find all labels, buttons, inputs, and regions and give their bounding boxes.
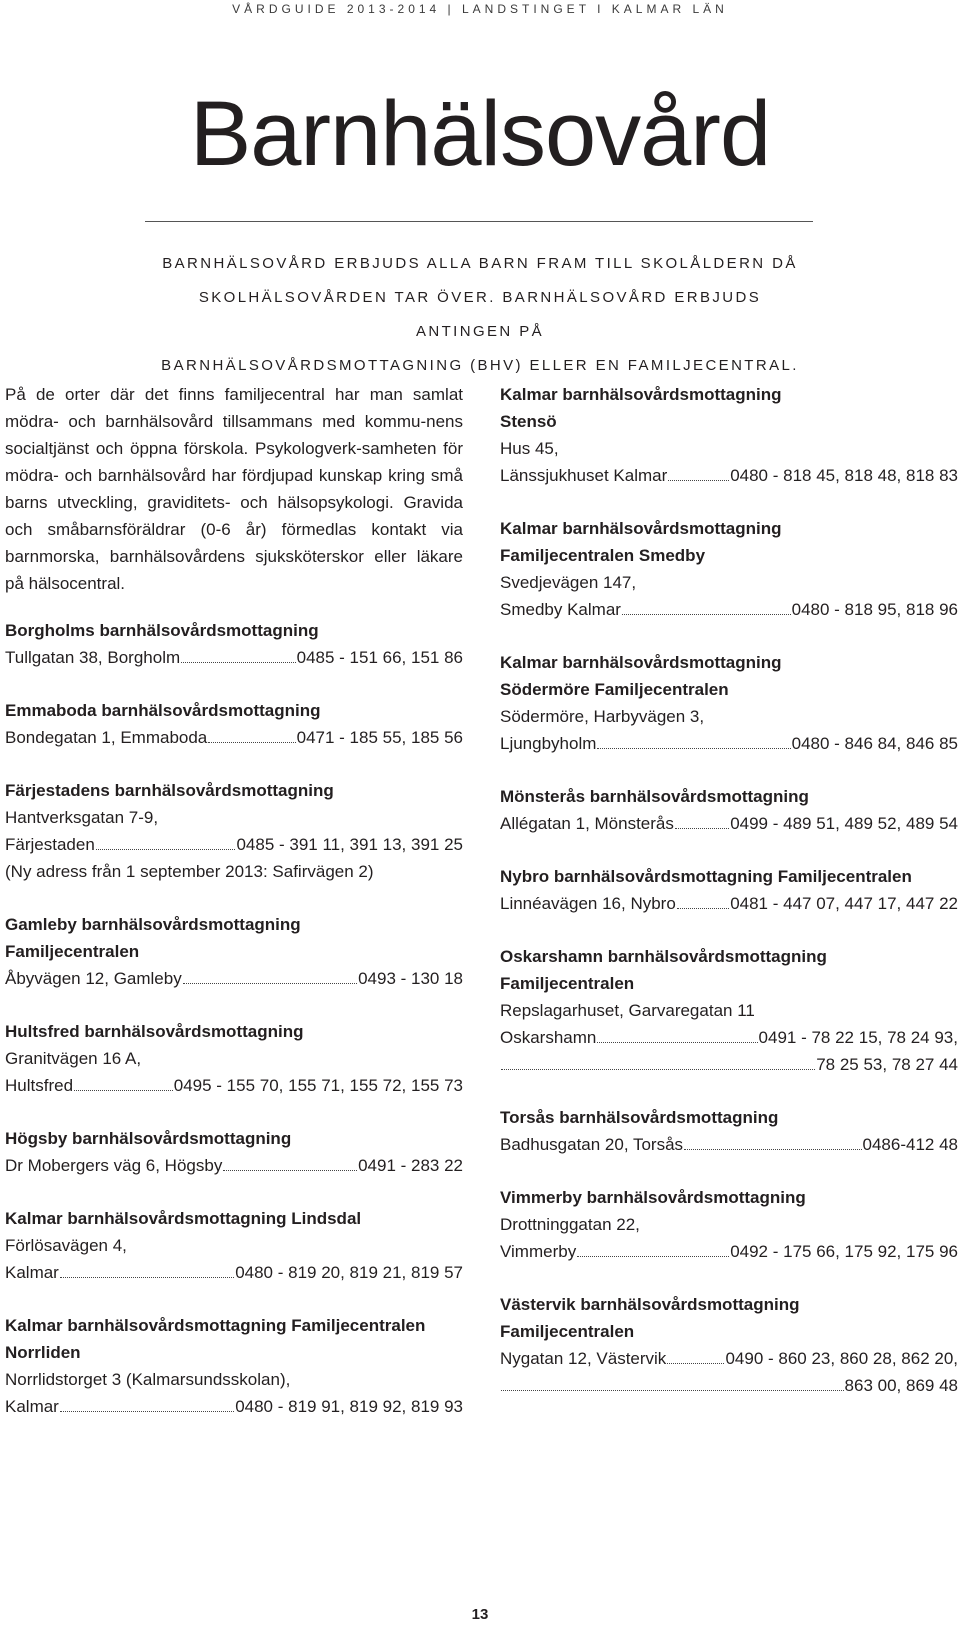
intro-block <box>150 247 810 383</box>
address-label: Linnéavägen 16, Nybro <box>500 894 676 913</box>
phone-number: 0480 - 846 84, 846 85 <box>791 734 958 753</box>
dot-leader <box>74 1078 173 1091</box>
address-phone-row <box>500 810 958 837</box>
address-label: Länssjukhuset Kalmar <box>500 466 668 485</box>
right-column <box>500 381 958 1425</box>
clinic-entry <box>500 783 958 837</box>
clinic-name: Mönsterås barnhälsovårdsmottagning <box>500 787 809 806</box>
address-phone-row <box>5 1152 463 1179</box>
clinic-name: Torsås barnhälsovårdsmottagning <box>500 1108 779 1127</box>
phone-number: 0486-412 48 <box>862 1135 958 1154</box>
phone-number: 0491 - 78 22 15, 78 24 93, <box>758 1028 958 1047</box>
address-phone-row <box>500 462 958 489</box>
clinic-name: Kalmar barnhälsovårdsmottagning <box>500 519 782 538</box>
page-title: Barnhälsovård <box>189 83 771 185</box>
address-phone-row <box>500 1024 958 1051</box>
address-phone-row <box>5 965 463 992</box>
clinic-entry <box>5 911 463 992</box>
clinic-entry <box>5 777 463 885</box>
address-line: Drottninggatan 22, <box>500 1215 640 1234</box>
clinic-name: Oskarshamn barnhälsovårdsmottagning <box>500 947 827 966</box>
clinic-name: Hultsfred barnhälsovårdsmottagning <box>5 1022 304 1041</box>
address-label: Kalmar <box>5 1263 59 1282</box>
clinic-name: Gamleby barnhälsovårdsmottagning <box>5 915 301 934</box>
clinic-entry <box>5 1312 463 1420</box>
clinic-name: Västervik barnhälsovårdsmottagning <box>500 1295 800 1314</box>
address-line: Hantverksgatan 7-9, <box>5 808 159 827</box>
clinic-entry <box>500 1184 958 1265</box>
clinic-entry <box>500 515 958 623</box>
dot-leader <box>501 1057 815 1070</box>
address-phone-row <box>500 1131 958 1158</box>
address-label: Smedby Kalmar <box>500 600 621 619</box>
clinic-name: Färjestadens barnhälsovårdsmottagning <box>5 781 334 800</box>
address-label: Tullgatan 38, Borgholm <box>5 648 181 667</box>
address-label: Åbyvägen 12, Gamleby <box>5 969 182 988</box>
clinic-entry <box>5 1205 463 1286</box>
dot-leader <box>181 650 295 663</box>
clinic-name: Vimmerby barnhälsovårdsmottagning <box>500 1188 806 1207</box>
page-number: 13 <box>471 1606 489 1623</box>
address-label: Dr Mobergers väg 6, Högsby <box>5 1156 223 1175</box>
clinic-name: Kalmar barnhälsovårdsmottagning Lindsdal <box>5 1209 362 1228</box>
address-line: Svedjevägen 147, <box>500 573 637 592</box>
clinic-name: Norrliden <box>5 1343 81 1362</box>
clinic-name: Kalmar barnhälsovårdsmottagning <box>500 653 782 672</box>
dot-leader <box>223 1158 357 1171</box>
running-header: VÅRDGUIDE 2013-2014 | LANDSTINGET I KALMAR LÄN <box>232 2 728 16</box>
dot-leader <box>501 1378 844 1391</box>
phone-continuation-row <box>500 1372 958 1399</box>
phone-number: 0491 - 283 22 <box>358 1156 463 1175</box>
phone-number: 0493 - 130 18 <box>358 969 463 988</box>
clinic-entry <box>5 1018 463 1099</box>
dot-leader <box>668 468 729 481</box>
address-label: Färjestaden <box>5 835 95 854</box>
phone-number: 0471 - 185 55, 185 56 <box>296 728 463 747</box>
phone-number: 0480 - 819 91, 819 92, 819 93 <box>235 1397 463 1416</box>
address-label: Vimmerby <box>500 1242 577 1261</box>
dot-leader <box>675 816 729 829</box>
address-phone-row <box>500 596 958 623</box>
clinic-entry <box>500 1291 958 1399</box>
clinic-name: Familjecentralen <box>500 1322 635 1341</box>
clinic-name: Kalmar barnhälsovårdsmottagning <box>500 385 782 404</box>
address-phone-row <box>5 831 463 858</box>
address-label: Hultsfred <box>5 1076 74 1095</box>
clinic-entry <box>500 381 958 489</box>
intro-line: SKOLHÄLSOVÅRDEN TAR ÖVER. BARNHÄLSOVÅRD ERBJUDS ANTINGEN PÅ <box>198 289 762 340</box>
dot-leader <box>597 736 790 749</box>
dot-leader <box>60 1399 234 1412</box>
phone-number: 0485 - 151 66, 151 86 <box>296 648 463 667</box>
address-phone-row <box>500 1345 958 1372</box>
clinic-name: Kalmar barnhälsovårdsmottagning Familjecentralen <box>5 1316 426 1335</box>
address-label: Ljungbyholm <box>500 734 597 753</box>
clinic-entry <box>500 649 958 757</box>
address-label: Oskarshamn <box>500 1028 597 1047</box>
address-phone-row <box>5 1072 463 1099</box>
address-phone-row <box>5 724 463 751</box>
clinic-entry <box>5 617 463 671</box>
clinic-name: Familjecentralen Smedby <box>500 546 706 565</box>
clinic-name: Stensö <box>500 412 557 431</box>
phone-continuation-row <box>500 1051 958 1078</box>
address-label: Kalmar <box>5 1397 59 1416</box>
phone-number: 0481 - 447 07, 447 17, 447 22 <box>730 894 958 913</box>
phone-number: 0492 - 175 66, 175 92, 175 96 <box>730 1242 958 1261</box>
clinic-name: Nybro barnhälsovårdsmottagning Familjecentralen <box>500 867 912 886</box>
address-line: Förlösavägen 4, <box>5 1236 127 1255</box>
title-divider <box>145 221 813 222</box>
phone-number: 0485 - 391 11, 391 13, 391 25 <box>236 835 463 854</box>
phone-number: 78 25 53, 78 27 44 <box>816 1055 958 1074</box>
dot-leader <box>208 730 295 743</box>
address-note: (Ny adress från 1 september 2013: Safirvägen 2) <box>5 862 374 881</box>
dot-leader <box>667 1351 724 1364</box>
address-line: Södermöre, Harbyvägen 3, <box>500 707 705 726</box>
phone-number: 0480 - 818 45, 818 48, 818 83 <box>730 466 958 485</box>
left-column <box>5 381 463 1446</box>
dot-leader <box>60 1265 234 1278</box>
address-label: Nygatan 12, Västervik <box>500 1349 667 1368</box>
address-label: Bondegatan 1, Emmaboda <box>5 728 208 747</box>
lead-paragraph: På de orter där det finns familjecentral har man samlat mödra- och barnhälsovård tillsammans med kommu-nens socialtjänst och öppna förskola. Psykologverk-samheten för mödra- och barnhälsovård har fördjupad kunskap kring små barns utveckling, graviditets- och hälsopsykologi. Gravida och småbarnsföräldrar (0-6 år) förmedlas kontakt via barnmorska, barnhälsovårdens sjuksköterskor eller läkare på hälsocentral. <box>5 385 463 593</box>
address-label: Allégatan 1, Mönsterås <box>500 814 674 833</box>
address-phone-row <box>500 730 958 757</box>
address-phone-row <box>5 644 463 671</box>
dot-leader <box>96 837 236 850</box>
address-line: Norrlidstorget 3 (Kalmarsundsskolan), <box>5 1370 291 1389</box>
clinic-name: Familjecentralen <box>500 974 635 993</box>
phone-number: 0495 - 155 70, 155 71, 155 72, 155 73 <box>173 1076 463 1095</box>
dot-leader <box>183 971 357 984</box>
intro-line: BARNHÄLSOVÅRDSMOTTAGNING (BHV) ELLER EN FAMILJECENTRAL. <box>161 357 799 374</box>
dot-leader <box>622 602 791 615</box>
clinic-entry <box>500 943 958 1078</box>
address-phone-row <box>500 1238 958 1265</box>
clinic-entry <box>5 1125 463 1179</box>
clinic-entry <box>500 863 958 917</box>
clinic-name: Familjecentralen <box>5 942 140 961</box>
address-phone-row <box>5 1393 463 1420</box>
address-label: Badhusgatan 20, Torsås <box>500 1135 684 1154</box>
phone-number: 0490 - 860 23, 860 28, 862 20, <box>725 1349 958 1368</box>
address-line: Repslagarhuset, Garvaregatan 11 <box>500 1001 755 1020</box>
phone-number: 0499 - 489 51, 489 52, 489 54 <box>730 814 958 833</box>
clinic-name: Södermöre Familjecentralen <box>500 680 729 699</box>
clinic-name: Högsby barnhälsovårdsmottagning <box>5 1129 292 1148</box>
phone-number: 0480 - 818 95, 818 96 <box>791 600 958 619</box>
clinic-entry <box>5 697 463 751</box>
address-line: Granitvägen 16 A, <box>5 1049 142 1068</box>
dot-leader <box>577 1244 729 1257</box>
clinic-name: Borgholms barnhälsovårdsmottagning <box>5 621 319 640</box>
address-line: Hus 45, <box>500 439 559 458</box>
address-phone-row <box>500 890 958 917</box>
clinic-entry <box>500 1104 958 1158</box>
dot-leader <box>677 896 729 909</box>
dot-leader <box>684 1137 861 1150</box>
intro-line: BARNHÄLSOVÅRD ERBJUDS ALLA BARN FRAM TILL SKOLÅLDERN DÅ <box>162 255 798 272</box>
dot-leader <box>597 1030 757 1043</box>
address-phone-row <box>5 1259 463 1286</box>
phone-number: 863 00, 869 48 <box>844 1376 958 1395</box>
clinic-name: Emmaboda barnhälsovårdsmottagning <box>5 701 321 720</box>
phone-number: 0480 - 819 20, 819 21, 819 57 <box>235 1263 463 1282</box>
